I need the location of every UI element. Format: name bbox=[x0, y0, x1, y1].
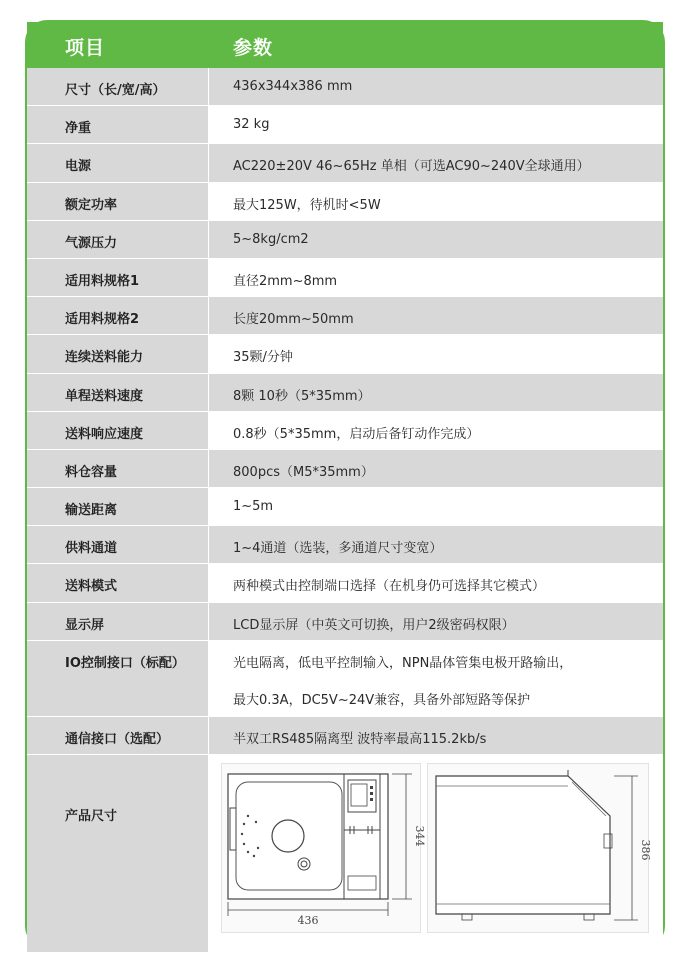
dim-height-label: 344 bbox=[413, 825, 426, 847]
table-row bbox=[27, 603, 663, 641]
row-value: 8颗 10秒（5*35mm） bbox=[233, 388, 371, 404]
row-value: LCD显示屏（中英文可切换，用户2级密码权限） bbox=[233, 617, 515, 633]
table-row bbox=[27, 564, 663, 602]
row-key: 供料通道 bbox=[65, 541, 118, 557]
row-value: 32 kg bbox=[233, 117, 270, 133]
table-row bbox=[27, 68, 663, 106]
table-row bbox=[27, 183, 663, 221]
row-key: 输送距离 bbox=[65, 503, 118, 519]
row-value: 两种模式由控制端口选择（在机身仍可选择其它模式） bbox=[233, 579, 546, 595]
front-view-svg bbox=[222, 764, 426, 932]
header-param: 参数 bbox=[233, 37, 274, 59]
table-row bbox=[27, 412, 663, 450]
row-key: 电源 bbox=[65, 159, 92, 175]
row-key: 单程送料速度 bbox=[65, 388, 144, 404]
row-key: 净重 bbox=[65, 121, 92, 137]
row-value: 最大125W，待机时<5W bbox=[233, 197, 381, 213]
row-key: 通信接口（选配） bbox=[65, 731, 170, 747]
row-key: 适用料规格2 bbox=[65, 312, 140, 328]
table-row bbox=[27, 144, 663, 182]
row-key: 料仓容量 bbox=[65, 464, 118, 480]
row-value: 0.8秒（5*35mm，启动后备钉动作完成） bbox=[233, 426, 480, 442]
table-row bbox=[27, 221, 663, 259]
side-view-svg bbox=[428, 764, 652, 932]
side-view-drawing bbox=[427, 763, 652, 933]
row-value: AC220±20V 46~65Hz 单相（可选AC90~240V全球通用） bbox=[233, 159, 590, 175]
row-value: 长度20mm~50mm bbox=[233, 312, 354, 328]
table-row-size bbox=[27, 755, 663, 953]
spec-rows bbox=[27, 68, 663, 953]
row-value: 436x344x386 mm bbox=[233, 79, 353, 94]
row-value: 35颗/分钟 bbox=[233, 350, 293, 366]
row-value: 1~4通道（选装，多通道尺寸变宽） bbox=[233, 541, 443, 557]
header-item: 项目 bbox=[65, 37, 106, 59]
row-key: 产品尺寸 bbox=[65, 809, 118, 824]
table-row-io bbox=[27, 641, 663, 717]
row-key: 送料模式 bbox=[65, 579, 118, 595]
row-key: 显示屏 bbox=[65, 617, 105, 633]
table-row-comm bbox=[27, 717, 663, 755]
table-row bbox=[27, 106, 663, 144]
row-key: 额定功率 bbox=[65, 197, 118, 213]
spec-card bbox=[25, 20, 665, 948]
table-row bbox=[27, 488, 663, 526]
table-row bbox=[27, 374, 663, 412]
table-row bbox=[27, 335, 663, 373]
row-value-line1: 光电隔离，低电平控制输入，NPN晶体管集电极开路输出， bbox=[233, 655, 573, 671]
row-key: 送料响应速度 bbox=[65, 426, 144, 442]
row-key: 适用料规格1 bbox=[65, 273, 140, 289]
row-key: 连续送料能力 bbox=[65, 350, 144, 366]
front-view-drawing bbox=[221, 763, 426, 933]
row-value: 直径2mm~8mm bbox=[233, 273, 338, 289]
row-key: 气源压力 bbox=[65, 235, 118, 251]
row-value: 5~8kg/cm2 bbox=[233, 231, 309, 247]
table-row bbox=[27, 450, 663, 488]
table-header bbox=[27, 22, 663, 68]
table-row bbox=[27, 259, 663, 297]
dim-width-label: 436 bbox=[297, 914, 319, 927]
row-key: IO控制接口（标配） bbox=[65, 655, 185, 671]
row-value-line2: 最大0.3A，DC5V~24V兼容，具备外部短路等保护 bbox=[233, 692, 531, 708]
table-row bbox=[27, 297, 663, 335]
row-value: 800pcs（M5*35mm） bbox=[233, 464, 374, 480]
row-key: 尺寸（长/宽/高） bbox=[65, 83, 166, 98]
table-row bbox=[27, 526, 663, 564]
dim-height2-label: 386 bbox=[639, 839, 652, 861]
row-value: 1~5m bbox=[233, 499, 274, 515]
row-value: 半双工RS485隔离型 波特率最高115.2kb/s bbox=[233, 731, 487, 747]
